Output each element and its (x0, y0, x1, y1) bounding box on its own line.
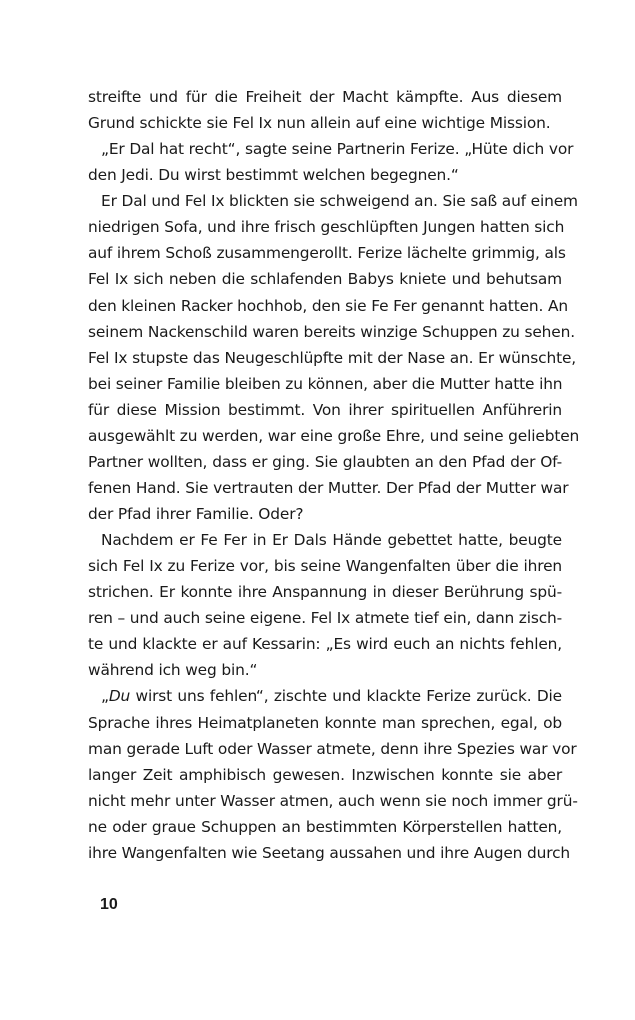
text-line: Grund schickte sie Fel Ix nun allein auf eine wichtige Mission. (88, 114, 551, 133)
line-remainder: wirst uns fehlen“, zischte und klackte Ferize zurück. Die (130, 687, 562, 706)
text-line: langer Zeit amphibisch gewesen. Inzwischen konnte sie aber (88, 765, 562, 784)
text-line: seinem Nackenschild waren bereits winzige Schuppen zu sehen. (88, 322, 575, 341)
text-line: Partner wollten, dass er ging. Sie glaubten an den Pfad der Of- (88, 452, 562, 471)
text-line: ren – und auch seine eigene. Fel Ix atmete tief ein, dann zisch- (88, 609, 563, 628)
text-line: der Pfad ihrer Familie. Oder? (88, 505, 304, 523)
opening-quote: „ (101, 687, 109, 706)
text-line: bei seiner Familie bleiben zu können, aber die Mutter hatte ihn (88, 374, 563, 393)
text-line: während ich weg bin.“ (88, 661, 258, 680)
text-line: auf ihrem Schoß zusammengerollt. Ferize lächelte grimmig, als (88, 244, 566, 263)
body-text (88, 84, 580, 866)
text-line: streifte und für die Freiheit der Macht kämpfte. Aus diesem (88, 88, 562, 106)
text-line: Fel Ix sich neben die schlafenden Babys kniete und behutsam (88, 270, 562, 289)
text-line: man gerade Luft oder Wasser atmete, denn ihre Spezies war vor (88, 739, 577, 758)
text-line: „Er Dal hat recht“, sagte seine Partnerin Ferize. „Hüte dich vor (101, 140, 574, 159)
text-line: nicht mehr unter Wasser atmen, auch wenn sie noch immer grü- (88, 791, 578, 810)
text-line: Er Dal und Fel Ix blickten sie schweigend an. Sie saß auf einem (101, 192, 578, 211)
text-line: Fel Ix stupste das Neugeschlüpfte mit der Nase an. Er wünschte, (88, 348, 577, 367)
italic-emphasis: Du (108, 687, 131, 706)
text-line: Nachdem er Fe Fer in Er Dals Hände gebettet hatte, beugte (101, 531, 562, 550)
text-line: den Jedi. Du wirst bestimmt welchen begegnen.“ (88, 166, 459, 185)
text-line: niedrigen Sofa, und ihre frisch geschlüpften Jungen hatten sich (88, 218, 565, 237)
text-line: ausgewählt zu werden, war eine große Ehre, und seine geliebten (88, 426, 580, 445)
text-line: strichen. Er konnte ihre Anspannung in dieser Berührung spü- (88, 583, 562, 602)
page-number: 10 (100, 896, 118, 913)
text-line: den kleinen Racker hochhob, den sie Fe Fer genannt hatten. An (88, 296, 568, 315)
text-line: sich Fel Ix zu Ferize vor, bis seine Wangenfalten über die ihren (88, 557, 562, 576)
text-line: ihre Wangenfalten wie Seetang aussahen und ihre Augen durch (88, 843, 571, 862)
text-line: für diese Mission bestimmt. Von ihrer spirituellen Anführerin (88, 400, 562, 419)
text-line: fenen Hand. Sie vertrauten der Mutter. Der Pfad der Mutter war (88, 478, 569, 497)
text-line (88, 683, 562, 709)
text-line: ne oder graue Schuppen an bestimmten Körperstellen hatten, (88, 817, 562, 836)
text-line: te und klackte er auf Kessarin: „Es wird euch an nichts fehlen, (88, 635, 562, 654)
text-line: Sprache ihres Heimatplaneten konnte man sprechen, egal, ob (88, 713, 562, 732)
